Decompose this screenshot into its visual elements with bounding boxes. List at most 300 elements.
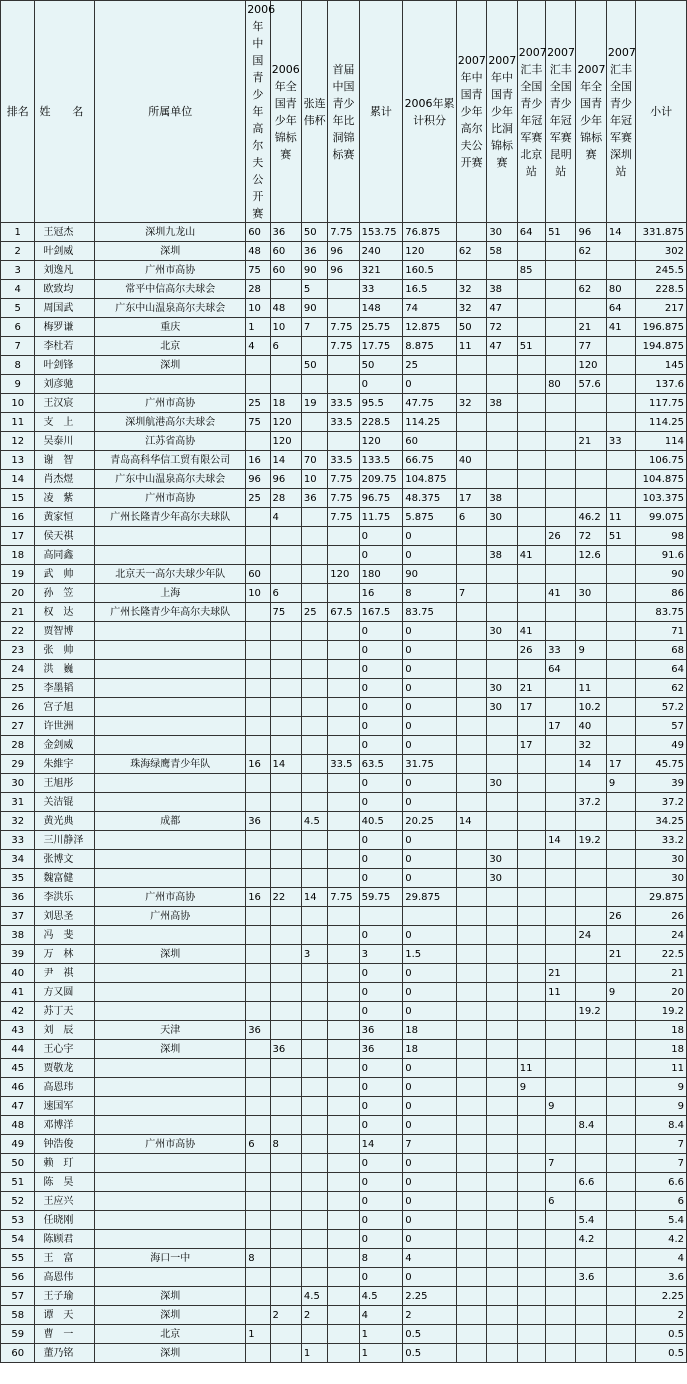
score-hsbc-kunming bbox=[546, 850, 576, 869]
unit-cell: 北京 bbox=[95, 1325, 246, 1344]
score-2006-open: 60 bbox=[246, 223, 270, 242]
score-hsbc-shenzhen bbox=[606, 812, 635, 831]
score-match-play bbox=[328, 1344, 359, 1363]
total-cell: 4.5 bbox=[359, 1287, 403, 1306]
subtotal-cell: 104.875 bbox=[636, 470, 687, 489]
player-name: 赖 玎 bbox=[35, 1154, 95, 1173]
total-cell: 0 bbox=[359, 527, 403, 546]
points-2006: 0.5 bbox=[403, 1344, 457, 1363]
total-cell: 0 bbox=[359, 964, 403, 983]
score-hsbc-kunming: 51 bbox=[546, 223, 576, 242]
table-row bbox=[1, 432, 687, 451]
score-zhang-cup bbox=[301, 1192, 327, 1211]
score-hsbc-beijing bbox=[517, 717, 545, 736]
player-name: 关洁锟 bbox=[35, 793, 95, 812]
points-2006: 0 bbox=[403, 622, 457, 641]
score-2007-match-play bbox=[487, 584, 517, 603]
rank-cell: 13 bbox=[1, 451, 35, 470]
score-2006-open bbox=[246, 774, 270, 793]
score-match-play: 120 bbox=[328, 565, 359, 584]
total-cell: 11.75 bbox=[359, 508, 403, 527]
score-hsbc-shenzhen: 33 bbox=[606, 432, 635, 451]
total-cell: 0 bbox=[359, 926, 403, 945]
player-name: 欧致均 bbox=[35, 280, 95, 299]
points-2006: 8 bbox=[403, 584, 457, 603]
score-hsbc-kunming bbox=[546, 1211, 576, 1230]
score-2007-open bbox=[456, 888, 486, 907]
score-2006-open bbox=[246, 850, 270, 869]
score-hsbc-shenzhen: 80 bbox=[606, 280, 635, 299]
player-name: 尹 祺 bbox=[35, 964, 95, 983]
score-2006-open: 28 bbox=[246, 280, 270, 299]
total-cell: 40.5 bbox=[359, 812, 403, 831]
score-hsbc-shenzhen bbox=[606, 1230, 635, 1249]
score-hsbc-shenzhen bbox=[606, 375, 635, 394]
score-2006-open bbox=[246, 1287, 270, 1306]
score-2007-match-play bbox=[487, 812, 517, 831]
score-match-play: 67.5 bbox=[328, 603, 359, 622]
score-2006-national: 36 bbox=[270, 1040, 301, 1059]
score-2007-match-play bbox=[487, 660, 517, 679]
score-2006-open: 25 bbox=[246, 394, 270, 413]
score-2007-match-play bbox=[487, 1116, 517, 1135]
score-2007-national bbox=[576, 470, 606, 489]
score-2007-open bbox=[456, 736, 486, 755]
rank-cell: 56 bbox=[1, 1268, 35, 1287]
table-row bbox=[1, 679, 687, 698]
score-2006-open bbox=[246, 1306, 270, 1325]
unit-cell: 深圳 bbox=[95, 1344, 246, 1363]
subtotal-cell: 99.075 bbox=[636, 508, 687, 527]
score-2007-match-play bbox=[487, 1306, 517, 1325]
score-match-play bbox=[328, 926, 359, 945]
subtotal-cell: 6.6 bbox=[636, 1173, 687, 1192]
subtotal-cell: 20 bbox=[636, 983, 687, 1002]
points-2006: 25 bbox=[403, 356, 457, 375]
score-2006-national bbox=[270, 1059, 301, 1078]
score-2006-national bbox=[270, 527, 301, 546]
score-hsbc-shenzhen bbox=[606, 1135, 635, 1154]
total-cell: 0 bbox=[359, 1002, 403, 1021]
score-hsbc-shenzhen bbox=[606, 660, 635, 679]
score-hsbc-beijing bbox=[517, 888, 545, 907]
rank-cell: 47 bbox=[1, 1097, 35, 1116]
score-2006-open bbox=[246, 1040, 270, 1059]
unit-cell: 深圳 bbox=[95, 1306, 246, 1325]
score-hsbc-kunming bbox=[546, 793, 576, 812]
points-2006: 0 bbox=[403, 1116, 457, 1135]
rank-cell: 34 bbox=[1, 850, 35, 869]
score-hsbc-kunming bbox=[546, 869, 576, 888]
score-zhang-cup bbox=[301, 1116, 327, 1135]
score-hsbc-kunming bbox=[546, 945, 576, 964]
score-match-play bbox=[328, 964, 359, 983]
table-row bbox=[1, 565, 687, 584]
score-match-play bbox=[328, 1192, 359, 1211]
unit-cell: 深圳 bbox=[95, 242, 246, 261]
score-2006-national: 60 bbox=[270, 261, 301, 280]
score-2006-open: 16 bbox=[246, 888, 270, 907]
table-row bbox=[1, 1135, 687, 1154]
unit-cell: 常平中信高尔夫球会 bbox=[95, 280, 246, 299]
points-2006: 0 bbox=[403, 1268, 457, 1287]
score-2007-open bbox=[456, 603, 486, 622]
score-2006-national bbox=[270, 1211, 301, 1230]
total-cell: 0 bbox=[359, 774, 403, 793]
score-2006-open bbox=[246, 603, 270, 622]
score-zhang-cup bbox=[301, 660, 327, 679]
subtotal-cell: 90 bbox=[636, 565, 687, 584]
score-match-play bbox=[328, 527, 359, 546]
player-name: 支 上 bbox=[35, 413, 95, 432]
table-row bbox=[1, 1154, 687, 1173]
points-2006: 160.5 bbox=[403, 261, 457, 280]
total-cell: 96.75 bbox=[359, 489, 403, 508]
subtotal-cell: 86 bbox=[636, 584, 687, 603]
score-2007-open bbox=[456, 527, 486, 546]
score-zhang-cup bbox=[301, 698, 327, 717]
header-name: 姓 名 bbox=[35, 1, 95, 223]
score-hsbc-beijing: 85 bbox=[517, 261, 545, 280]
score-hsbc-beijing bbox=[517, 489, 545, 508]
score-match-play: 7.75 bbox=[328, 223, 359, 242]
score-2006-national bbox=[270, 774, 301, 793]
points-2006: 0 bbox=[403, 850, 457, 869]
unit-cell: 青岛高科华信工贸有限公司 bbox=[95, 451, 246, 470]
score-2006-open bbox=[246, 831, 270, 850]
score-2007-match-play bbox=[487, 1135, 517, 1154]
unit-cell bbox=[95, 1002, 246, 1021]
score-hsbc-beijing bbox=[517, 964, 545, 983]
score-hsbc-beijing: 9 bbox=[517, 1078, 545, 1097]
score-2007-match-play bbox=[487, 1040, 517, 1059]
unit-cell: 上海 bbox=[95, 584, 246, 603]
score-2007-open bbox=[456, 660, 486, 679]
score-hsbc-shenzhen bbox=[606, 926, 635, 945]
score-match-play: 7.75 bbox=[328, 888, 359, 907]
rank-cell: 37 bbox=[1, 907, 35, 926]
score-hsbc-shenzhen bbox=[606, 736, 635, 755]
rank-cell: 19 bbox=[1, 565, 35, 584]
score-hsbc-beijing bbox=[517, 1021, 545, 1040]
score-2007-open bbox=[456, 831, 486, 850]
unit-cell: 深圳 bbox=[95, 945, 246, 964]
score-hsbc-kunming bbox=[546, 1040, 576, 1059]
score-2007-match-play bbox=[487, 736, 517, 755]
score-hsbc-kunming: 21 bbox=[546, 964, 576, 983]
score-hsbc-kunming bbox=[546, 698, 576, 717]
score-2007-national bbox=[576, 1097, 606, 1116]
score-hsbc-beijing bbox=[517, 584, 545, 603]
score-2006-open bbox=[246, 1059, 270, 1078]
score-2007-open: 11 bbox=[456, 337, 486, 356]
header-2007-open: 2007年中国青少年高尔夫公开赛 bbox=[456, 1, 486, 223]
rank-cell: 8 bbox=[1, 356, 35, 375]
score-hsbc-beijing: 41 bbox=[517, 546, 545, 565]
subtotal-cell: 18 bbox=[636, 1040, 687, 1059]
score-zhang-cup bbox=[301, 432, 327, 451]
score-hsbc-kunming bbox=[546, 1268, 576, 1287]
table-row bbox=[1, 261, 687, 280]
unit-cell bbox=[95, 964, 246, 983]
table-row bbox=[1, 394, 687, 413]
score-2007-national: 5.4 bbox=[576, 1211, 606, 1230]
rank-cell: 11 bbox=[1, 413, 35, 432]
score-2006-national: 10 bbox=[270, 318, 301, 337]
score-match-play bbox=[328, 717, 359, 736]
player-name: 高恩玮 bbox=[35, 1078, 95, 1097]
score-zhang-cup bbox=[301, 1211, 327, 1230]
score-2006-national: 2 bbox=[270, 1306, 301, 1325]
score-2006-open bbox=[246, 375, 270, 394]
score-2006-open: 75 bbox=[246, 413, 270, 432]
score-zhang-cup bbox=[301, 907, 327, 926]
table-row bbox=[1, 869, 687, 888]
subtotal-cell: 37.2 bbox=[636, 793, 687, 812]
score-hsbc-beijing bbox=[517, 945, 545, 964]
rank-cell: 25 bbox=[1, 679, 35, 698]
score-hsbc-beijing bbox=[517, 565, 545, 584]
rank-cell: 24 bbox=[1, 660, 35, 679]
score-hsbc-beijing: 17 bbox=[517, 736, 545, 755]
rank-cell: 58 bbox=[1, 1306, 35, 1325]
score-match-play: 96 bbox=[328, 242, 359, 261]
score-zhang-cup bbox=[301, 964, 327, 983]
score-hsbc-kunming: 11 bbox=[546, 983, 576, 1002]
points-2006: 0 bbox=[403, 679, 457, 698]
score-hsbc-shenzhen bbox=[606, 1040, 635, 1059]
subtotal-cell: 0.5 bbox=[636, 1325, 687, 1344]
score-hsbc-beijing bbox=[517, 527, 545, 546]
score-hsbc-beijing bbox=[517, 774, 545, 793]
rank-cell: 35 bbox=[1, 869, 35, 888]
score-2007-match-play: 30 bbox=[487, 508, 517, 527]
score-hsbc-beijing bbox=[517, 1268, 545, 1287]
score-hsbc-kunming bbox=[546, 1344, 576, 1363]
score-2007-national: 9 bbox=[576, 641, 606, 660]
score-2007-national bbox=[576, 888, 606, 907]
score-2006-open bbox=[246, 679, 270, 698]
table-row bbox=[1, 1211, 687, 1230]
player-name: 李洪乐 bbox=[35, 888, 95, 907]
score-2006-national: 8 bbox=[270, 1135, 301, 1154]
score-2006-open bbox=[246, 736, 270, 755]
score-zhang-cup bbox=[301, 736, 327, 755]
score-hsbc-kunming: 9 bbox=[546, 1097, 576, 1116]
player-name: 速国军 bbox=[35, 1097, 95, 1116]
score-2007-match-play: 30 bbox=[487, 869, 517, 888]
rank-cell: 48 bbox=[1, 1116, 35, 1135]
rank-cell: 39 bbox=[1, 945, 35, 964]
score-hsbc-shenzhen: 41 bbox=[606, 318, 635, 337]
score-2006-national bbox=[270, 1002, 301, 1021]
player-name: 邓博洋 bbox=[35, 1116, 95, 1135]
table-row bbox=[1, 1040, 687, 1059]
score-2007-match-play bbox=[487, 831, 517, 850]
subtotal-cell: 6 bbox=[636, 1192, 687, 1211]
score-zhang-cup bbox=[301, 1249, 327, 1268]
score-2007-open: 6 bbox=[456, 508, 486, 527]
total-cell: 133.5 bbox=[359, 451, 403, 470]
score-hsbc-shenzhen bbox=[606, 413, 635, 432]
score-hsbc-kunming: 17 bbox=[546, 717, 576, 736]
score-hsbc-shenzhen: 26 bbox=[606, 907, 635, 926]
table-row bbox=[1, 850, 687, 869]
player-name: 贾敬龙 bbox=[35, 1059, 95, 1078]
subtotal-cell: 21 bbox=[636, 964, 687, 983]
score-2007-open bbox=[456, 1249, 486, 1268]
points-2006: 0 bbox=[403, 1192, 457, 1211]
score-hsbc-shenzhen bbox=[606, 356, 635, 375]
score-hsbc-kunming bbox=[546, 1173, 576, 1192]
player-name: 张博文 bbox=[35, 850, 95, 869]
points-2006: 120 bbox=[403, 242, 457, 261]
score-2006-national: 6 bbox=[270, 337, 301, 356]
rank-cell: 15 bbox=[1, 489, 35, 508]
score-2007-open bbox=[456, 1059, 486, 1078]
score-hsbc-kunming bbox=[546, 280, 576, 299]
score-match-play bbox=[328, 641, 359, 660]
player-name: 王冠杰 bbox=[35, 223, 95, 242]
score-2007-open bbox=[456, 1287, 486, 1306]
table-row bbox=[1, 1078, 687, 1097]
score-2007-match-play bbox=[487, 983, 517, 1002]
table-row bbox=[1, 1059, 687, 1078]
score-2007-match-play bbox=[487, 470, 517, 489]
header-2006-national: 2006年全国青少年锦标赛 bbox=[270, 1, 301, 223]
score-2007-national: 37.2 bbox=[576, 793, 606, 812]
score-hsbc-shenzhen bbox=[606, 337, 635, 356]
score-2006-national bbox=[270, 1344, 301, 1363]
total-cell: 50 bbox=[359, 356, 403, 375]
rank-cell: 7 bbox=[1, 337, 35, 356]
score-2007-national: 21 bbox=[576, 318, 606, 337]
score-match-play bbox=[328, 831, 359, 850]
points-2006: 0 bbox=[403, 546, 457, 565]
score-2006-national bbox=[270, 945, 301, 964]
total-cell: 0 bbox=[359, 375, 403, 394]
score-hsbc-shenzhen bbox=[606, 451, 635, 470]
score-2006-open: 10 bbox=[246, 584, 270, 603]
total-cell: 0 bbox=[359, 1097, 403, 1116]
unit-cell: 广州市高协 bbox=[95, 888, 246, 907]
subtotal-cell: 228.5 bbox=[636, 280, 687, 299]
score-2006-open bbox=[246, 546, 270, 565]
score-hsbc-beijing bbox=[517, 1154, 545, 1173]
subtotal-cell: 57.2 bbox=[636, 698, 687, 717]
unit-cell bbox=[95, 546, 246, 565]
rank-cell: 21 bbox=[1, 603, 35, 622]
subtotal-cell: 5.4 bbox=[636, 1211, 687, 1230]
score-hsbc-shenzhen bbox=[606, 242, 635, 261]
score-hsbc-shenzhen bbox=[606, 1116, 635, 1135]
rank-cell: 53 bbox=[1, 1211, 35, 1230]
unit-cell bbox=[95, 793, 246, 812]
points-2006: 4 bbox=[403, 1249, 457, 1268]
score-2006-open: 8 bbox=[246, 1249, 270, 1268]
score-hsbc-kunming: 26 bbox=[546, 527, 576, 546]
score-2007-match-play: 47 bbox=[487, 299, 517, 318]
total-cell: 16 bbox=[359, 584, 403, 603]
score-hsbc-shenzhen bbox=[606, 869, 635, 888]
score-match-play bbox=[328, 736, 359, 755]
score-2006-open bbox=[246, 1173, 270, 1192]
score-2007-national: 21 bbox=[576, 432, 606, 451]
table-row bbox=[1, 451, 687, 470]
score-match-play bbox=[328, 1173, 359, 1192]
subtotal-cell: 331.875 bbox=[636, 223, 687, 242]
score-hsbc-shenzhen bbox=[606, 1325, 635, 1344]
player-name: 万 林 bbox=[35, 945, 95, 964]
score-hsbc-shenzhen bbox=[606, 793, 635, 812]
score-2007-match-play: 30 bbox=[487, 850, 517, 869]
score-hsbc-beijing bbox=[517, 318, 545, 337]
score-2007-match-play bbox=[487, 432, 517, 451]
score-2006-national bbox=[270, 1021, 301, 1040]
score-2006-open: 1 bbox=[246, 318, 270, 337]
rank-cell: 42 bbox=[1, 1002, 35, 1021]
score-hsbc-shenzhen bbox=[606, 470, 635, 489]
score-hsbc-beijing bbox=[517, 603, 545, 622]
score-zhang-cup bbox=[301, 869, 327, 888]
points-2006: 18 bbox=[403, 1021, 457, 1040]
score-zhang-cup: 25 bbox=[301, 603, 327, 622]
player-name: 方又圆 bbox=[35, 983, 95, 1002]
total-cell: 25.75 bbox=[359, 318, 403, 337]
score-match-play bbox=[328, 356, 359, 375]
table-row bbox=[1, 698, 687, 717]
score-2006-open: 16 bbox=[246, 451, 270, 470]
score-2007-national bbox=[576, 622, 606, 641]
score-2006-open bbox=[246, 983, 270, 1002]
score-zhang-cup: 36 bbox=[301, 489, 327, 508]
player-name: 凌 紫 bbox=[35, 489, 95, 508]
score-hsbc-beijing bbox=[517, 1344, 545, 1363]
header-total: 累计 bbox=[359, 1, 403, 223]
rank-cell: 29 bbox=[1, 755, 35, 774]
score-hsbc-kunming bbox=[546, 622, 576, 641]
table-row bbox=[1, 736, 687, 755]
score-2007-match-play bbox=[487, 1344, 517, 1363]
subtotal-cell: 45.75 bbox=[636, 755, 687, 774]
score-hsbc-kunming bbox=[546, 337, 576, 356]
subtotal-cell: 30 bbox=[636, 869, 687, 888]
score-2007-match-play bbox=[487, 1059, 517, 1078]
unit-cell: 天津 bbox=[95, 1021, 246, 1040]
score-2007-open: 32 bbox=[456, 394, 486, 413]
points-2006: 2 bbox=[403, 1306, 457, 1325]
score-zhang-cup: 14 bbox=[301, 888, 327, 907]
score-2006-open: 1 bbox=[246, 1325, 270, 1344]
rank-cell: 40 bbox=[1, 964, 35, 983]
score-zhang-cup bbox=[301, 831, 327, 850]
score-zhang-cup bbox=[301, 1097, 327, 1116]
score-hsbc-beijing bbox=[517, 907, 545, 926]
points-2006: 0 bbox=[403, 1173, 457, 1192]
table-row bbox=[1, 1173, 687, 1192]
score-match-play: 96 bbox=[328, 261, 359, 280]
total-cell: 36 bbox=[359, 1040, 403, 1059]
score-zhang-cup bbox=[301, 926, 327, 945]
score-match-play bbox=[328, 1287, 359, 1306]
rank-cell: 36 bbox=[1, 888, 35, 907]
score-2007-match-play: 38 bbox=[487, 489, 517, 508]
points-2006: 0 bbox=[403, 1154, 457, 1173]
score-hsbc-kunming: 41 bbox=[546, 584, 576, 603]
score-hsbc-beijing bbox=[517, 793, 545, 812]
score-match-play bbox=[328, 1135, 359, 1154]
score-2007-match-play bbox=[487, 1287, 517, 1306]
